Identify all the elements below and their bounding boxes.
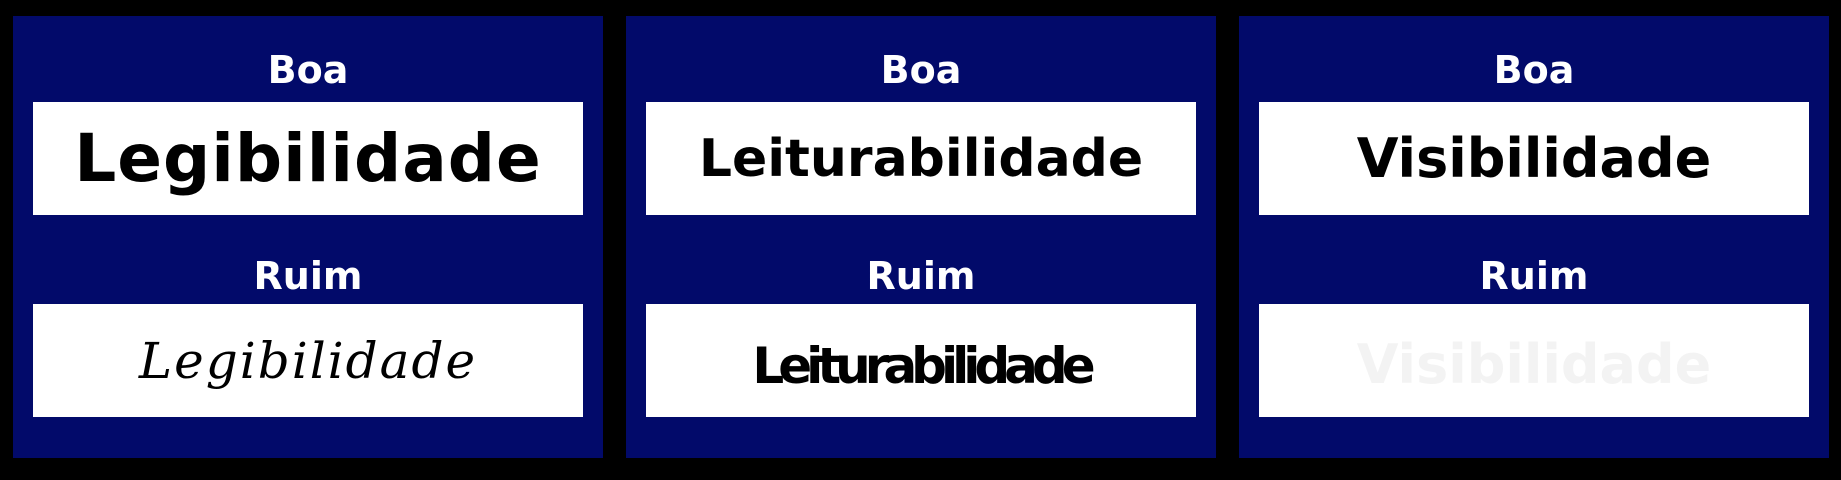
panel-leiturabilidade [626,16,1216,458]
panel-legibilidade [13,16,603,458]
bad-example-text: Legibilidade [138,331,478,390]
bad-label: Ruim [253,254,363,298]
good-label: Boa [880,48,962,92]
good-label: Boa [1493,48,1575,92]
good-example-box [646,102,1196,215]
good-example-text: Leiturabilidade [698,128,1144,189]
bad-example-text: Leiturabilidade [752,336,1090,395]
bad-label: Ruim [1479,254,1589,298]
bad-example-text: Visibilidade [1356,333,1712,396]
panel-visibilidade [1239,16,1829,458]
good-example-text: Legibilidade [74,120,542,197]
good-example-box [1259,102,1809,215]
good-example-text: Visibilidade [1356,127,1712,190]
bad-example-box [33,304,583,417]
bad-example-box [646,304,1196,417]
good-label: Boa [267,48,349,92]
good-example-box [33,102,583,215]
bad-label: Ruim [866,254,976,298]
bad-example-box [1259,304,1809,417]
